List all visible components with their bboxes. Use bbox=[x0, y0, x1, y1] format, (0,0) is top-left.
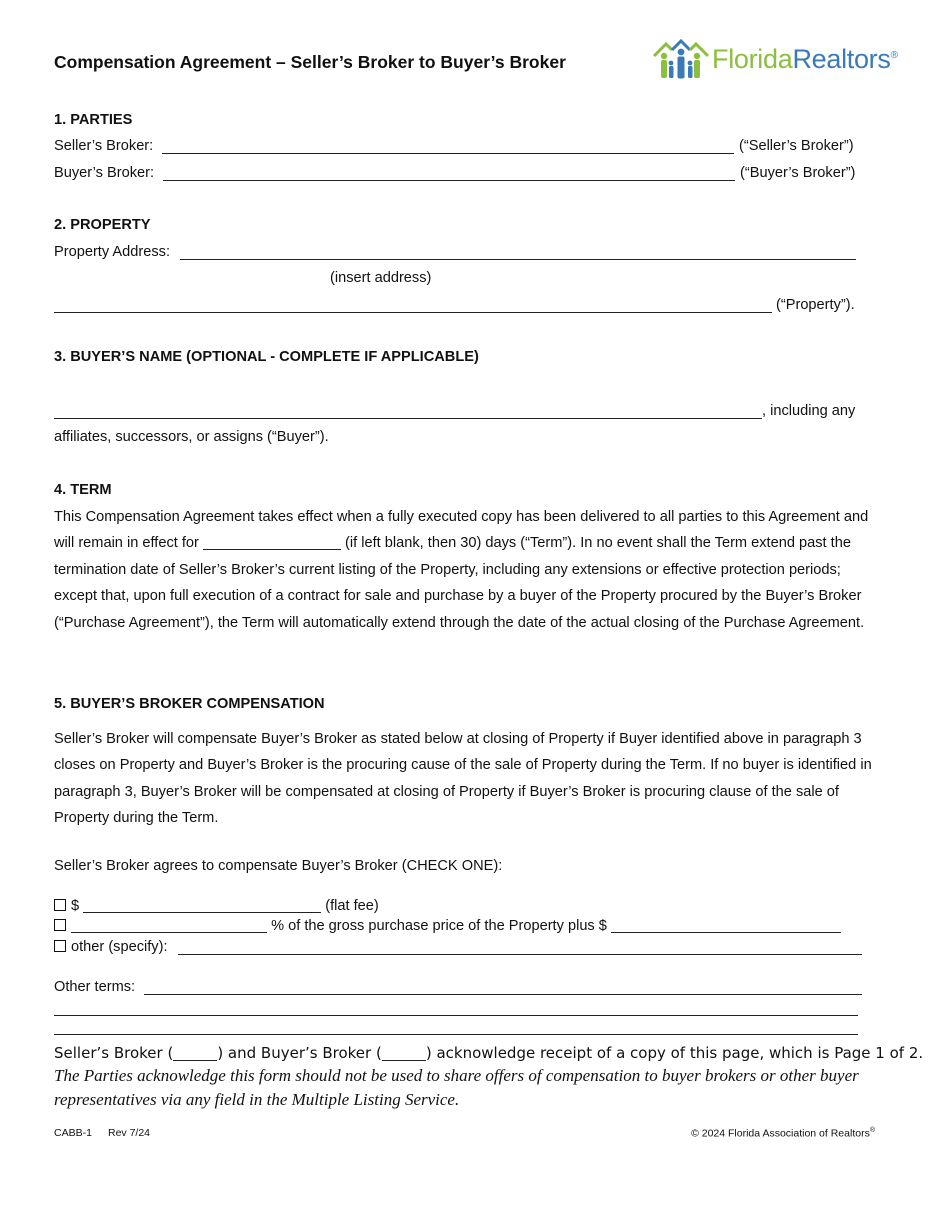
percentage-field[interactable] bbox=[71, 918, 267, 933]
other-terms-label: Other terms: bbox=[54, 979, 136, 995]
term-paragraph bbox=[54, 504, 872, 636]
sellers-broker-suffix: (“Seller’s Broker”) bbox=[739, 138, 854, 154]
sellers-broker-initials-field[interactable] bbox=[173, 1046, 217, 1061]
property-suffix: (“Property”). bbox=[776, 297, 855, 313]
logo-wordmark bbox=[712, 44, 898, 75]
property-address-field[interactable] bbox=[180, 259, 856, 260]
ack-text-1: Seller’s Broker ( bbox=[54, 1044, 174, 1062]
percentage-text: % of the gross purchase price of the Property plus $ bbox=[271, 918, 607, 934]
form-code: CABB-1 bbox=[54, 1127, 92, 1139]
insert-address-hint: (insert address) bbox=[330, 270, 432, 286]
buyer-name-continuation: affiliates, successors, or assigns (“Buyer”). bbox=[54, 429, 329, 445]
acknowledgement-line bbox=[54, 1044, 923, 1062]
section-5-heading: 5. BUYER’S BROKER COMPENSATION bbox=[54, 696, 325, 712]
buyers-broker-initials-field[interactable] bbox=[382, 1046, 426, 1061]
other-terms-field-1[interactable] bbox=[144, 994, 862, 995]
term-text-after: (if left blank, then 30) days (“Term”). In no event shall the Term extend past the termination date of Seller’s Broker’s current listing of the Property, including any extensions or effective protection periods; except that, upon full execution of a contract for sale and purchase by a buyer of the Property procured by the Buyer’s Broker (“Purchase Agreement”), the Term will automatically extend through the date of the actual closing of the Purchase Agreement. bbox=[54, 535, 865, 631]
other-checkbox[interactable] bbox=[54, 940, 66, 952]
plus-amount-field[interactable] bbox=[611, 918, 841, 933]
percentage-checkbox[interactable] bbox=[54, 919, 66, 931]
buyers-broker-suffix: (“Buyer’s Broker”) bbox=[740, 165, 856, 181]
sellers-broker-field[interactable] bbox=[162, 153, 734, 154]
logo-word-realtors: Realtors bbox=[792, 44, 891, 74]
section-2-heading: 2. PROPERTY bbox=[54, 217, 151, 233]
logo-word-florida: Florida bbox=[712, 44, 793, 74]
flat-fee-prefix: $ bbox=[71, 898, 80, 914]
ack-text-2: ) and Buyer’s Broker ( bbox=[217, 1044, 382, 1062]
copyright-text: © 2024 Florida Association of Realtors bbox=[691, 1127, 870, 1140]
other-specify-field[interactable] bbox=[178, 954, 862, 955]
sellers-broker-label: Seller’s Broker: bbox=[54, 138, 154, 154]
other-terms-field-2[interactable] bbox=[54, 1015, 858, 1016]
agree-line: Seller’s Broker agrees to compensate Buyer’s Broker (CHECK ONE): bbox=[54, 858, 503, 874]
copyright-notice bbox=[691, 1127, 875, 1140]
flat-fee-field[interactable] bbox=[83, 898, 321, 913]
section-4-heading: 4. TERM bbox=[54, 482, 112, 498]
property-address-label: Property Address: bbox=[54, 244, 170, 260]
ack-text-3: ) acknowledge receipt of a copy of this page, which is Page 1 of 2. bbox=[425, 1044, 924, 1062]
florida-realtors-logo bbox=[652, 38, 898, 84]
option-percentage bbox=[54, 918, 841, 934]
page-title: Compensation Agreement – Seller’s Broker to Buyer’s Broker bbox=[54, 52, 566, 72]
term-text-before: This Compensation Agreement takes effect when a fully executed copy has been delivered to all parties to this Agreement and will remain in effect for bbox=[54, 509, 869, 552]
realtors-people-icon bbox=[652, 38, 710, 84]
option-other bbox=[54, 939, 168, 955]
property-address-field-2[interactable] bbox=[54, 312, 772, 313]
buyer-name-suffix: , including any bbox=[762, 403, 856, 419]
other-terms-field-3[interactable] bbox=[54, 1034, 858, 1035]
copyright-registered-mark: ® bbox=[869, 1127, 875, 1134]
registered-mark: ® bbox=[890, 50, 898, 61]
compensation-paragraph: Seller’s Broker will compensate Buyer’s Broker as stated below at closing of Property if Buyer identified above in paragraph 3 closes on Property and Buyer’s Broker is the procuring cause of the sale of Property during the Term. If no buyer is identified in paragraph 3, Buyer’s Broker will be compensated at closing of Property if Buyer’s Broker is procuring clause of the sale of Property during the Term. bbox=[54, 731, 872, 827]
option-flat-fee bbox=[54, 898, 379, 914]
form-revision: Rev 7/24 bbox=[108, 1127, 151, 1139]
buyers-broker-label: Buyer’s Broker: bbox=[54, 165, 155, 181]
section-1-heading: 1. PARTIES bbox=[54, 112, 133, 128]
section-3-heading: 3. BUYER’S NAME (OPTIONAL - COMPLETE IF APPLICABLE) bbox=[54, 349, 479, 365]
other-label: other (specify): bbox=[71, 939, 168, 955]
term-days-field[interactable] bbox=[203, 535, 341, 550]
flat-fee-checkbox[interactable] bbox=[54, 899, 66, 911]
flat-fee-suffix: (flat fee) bbox=[325, 898, 379, 914]
buyer-name-field[interactable] bbox=[54, 418, 762, 419]
mls-notice: The Parties acknowledge this form should not be used to share offers of compensation to buyer brokers or other buyer representatives via any field in the Multiple Listing Service. bbox=[54, 1066, 859, 1109]
buyers-broker-field[interactable] bbox=[163, 180, 735, 181]
